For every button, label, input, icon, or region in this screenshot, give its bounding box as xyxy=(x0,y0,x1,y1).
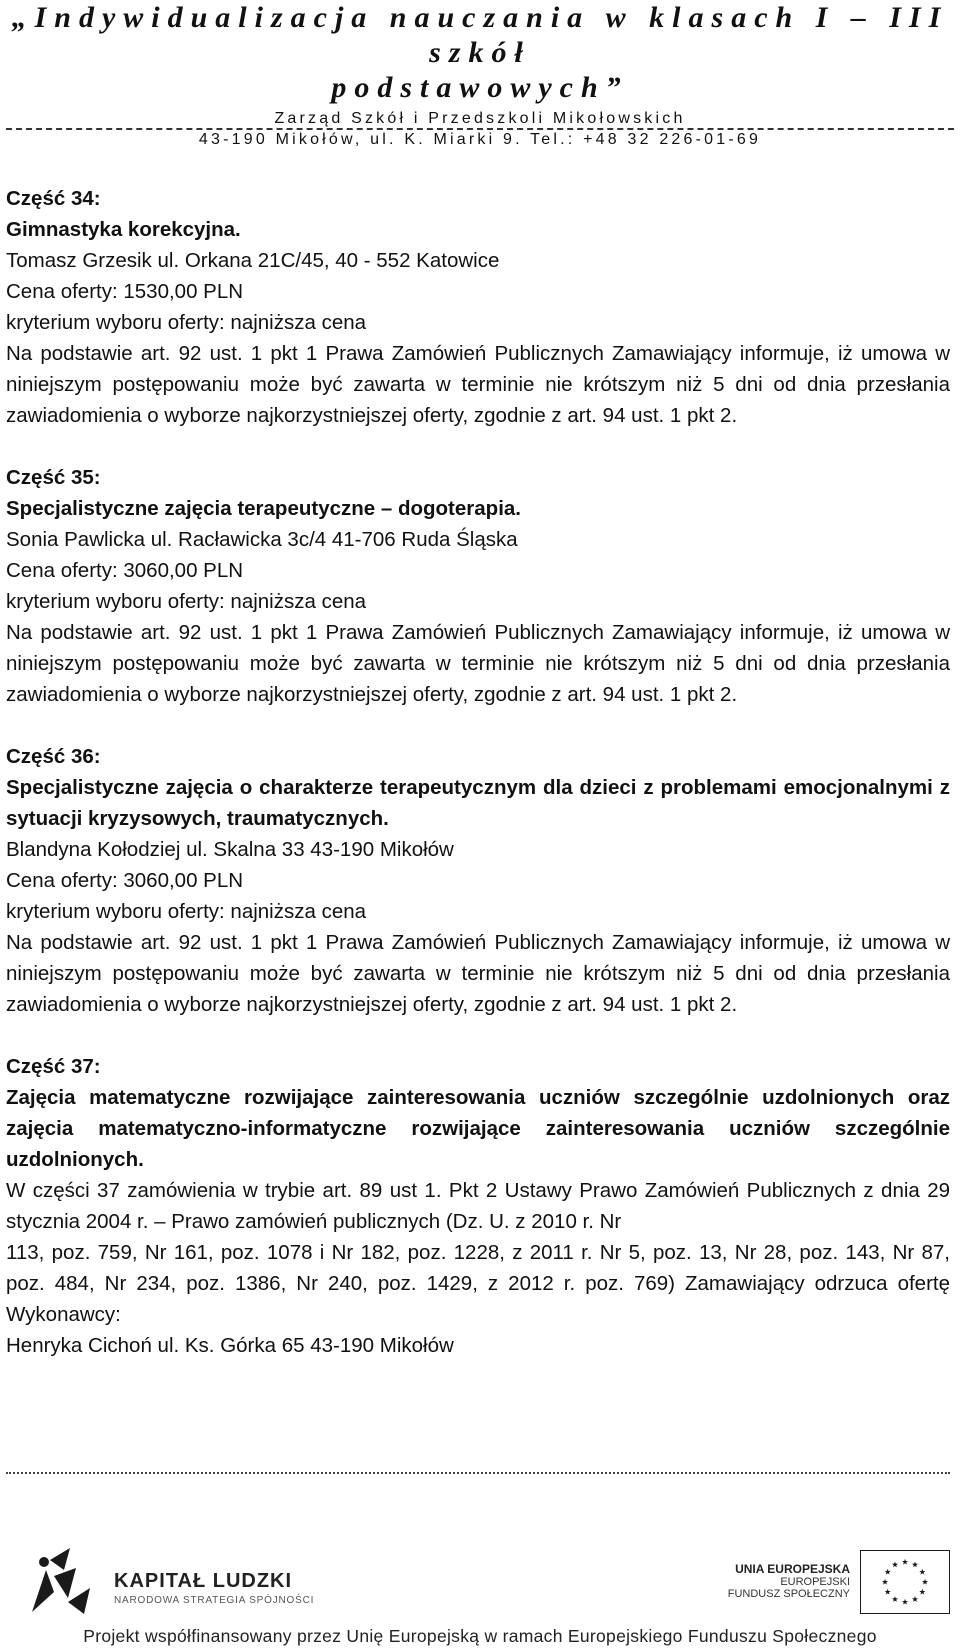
selection-criterion: kryterium wyboru oferty: najniższa cena xyxy=(6,311,367,334)
contractor-address: Blandyna Kołodziej ul. Skalna 33 43-190 Mikołów xyxy=(6,838,454,861)
eu-fund-label-2: FUNDUSZ SPOŁECZNY xyxy=(727,1588,850,1600)
footer-divider xyxy=(6,1472,950,1474)
section-34 xyxy=(6,183,950,431)
eu-social-fund-logo xyxy=(710,1550,950,1620)
section-label: Część 34: xyxy=(6,187,101,210)
section-title: Gimnastyka korekcyjna. xyxy=(6,218,241,241)
section-label: Część 35: xyxy=(6,466,101,489)
legal-note: Na podstawie art. 92 ust. 1 pkt 1 Prawa Zamówień Publicznych Zamawiający informuje, iż umowa w niniejszym postępowaniu może być zawarta w terminie nie krótszym niż 5 dni od dnia przesłania zawiadomienia o wyborze najkorzystniejszej oferty, zgodnie z art. 94 ust. 1 pkt 2. xyxy=(6,621,950,706)
section-37 xyxy=(6,1051,950,1361)
document-body xyxy=(6,183,950,1392)
eu-text-block xyxy=(710,1562,850,1600)
organization-name: Zarząd Szkół i Przedszkoli Mikołowskich xyxy=(274,110,686,127)
selection-criterion: kryterium wyboru oferty: najniższa cena xyxy=(6,590,367,613)
offer-price: Cena oferty: 3060,00 PLN xyxy=(6,559,244,582)
eu-fund-label-1: EUROPEJSKI xyxy=(780,1576,850,1588)
organization-address: 43-190 Mikołów, ul. K. Miarki 9. Tel.: +48 32 226-01-69 xyxy=(198,131,762,148)
selection-criterion: kryterium wyboru oferty: najniższa cena xyxy=(6,900,367,923)
project-title-line-1: „Indywidualizacja nauczania w klasach I – III szkół xyxy=(11,1,949,69)
section-title: Specjalistyczne zajęcia terapeutyczne – dogoterapia. xyxy=(6,497,521,520)
kapital-ludzki-emblem-icon xyxy=(24,1540,104,1620)
footer-logos xyxy=(0,1540,960,1620)
kapital-ludzki-text xyxy=(114,1570,314,1606)
contractor-address: Tomasz Grzesik ul. Orkana 21C/45, 40 - 552 Katowice xyxy=(6,249,500,272)
section-35 xyxy=(6,462,950,710)
offer-price: Cena oferty: 1530,00 PLN xyxy=(6,280,244,303)
rejection-note-line-2: 113, poz. 759, Nr 161, poz. 1078 i Nr 182, poz. 1228, z 2011 r. Nr 5, poz. 13, Nr 28, poz. 143, Nr 87, poz. 484, Nr 234, poz. 1386, Nr 240, poz. 1429, z 2012 r. poz. 769) Zamawiający odrzuca ofertę Wykonawcy: xyxy=(6,1241,950,1326)
funding-note: Projekt współfinansowany przez Unię Europejską w ramach Europejskiego Funduszu Społecznego xyxy=(83,1626,877,1646)
header-divider xyxy=(6,128,954,130)
legal-note: Na podstawie art. 92 ust. 1 pkt 1 Prawa Zamówień Publicznych Zamawiający informuje, iż umowa w niniejszym postępowaniu może być zawarta w terminie nie krótszym niż 5 dni od dnia przesłania zawiadomienia o wyborze najkorzystniejszej oferty, zgodnie z art. 94 ust. 1 pkt 2. xyxy=(6,342,950,427)
section-title: Specjalistyczne zajęcia o charakterze terapeutycznym dla dzieci z problemami emocjonalnymi z sytuacji kryzysowych, traumatycznych. xyxy=(6,776,950,830)
eu-union-label: UNIA EUROPEJSKA xyxy=(735,1562,850,1576)
kapital-ludzki-logo xyxy=(24,1540,324,1620)
section-36 xyxy=(6,741,950,1020)
contractor-address: Sonia Pawlicka ul. Racławicka 3c/4 41-706 Ruda Śląska xyxy=(6,528,518,551)
section-title: Zajęcia matematyczne rozwijające zainteresowania uczniów szczególnie uzdolnionych oraz zajęcia matematyczno-informatyczne rozwijające zainteresowania uczniów szczególnie uzdolnionych. xyxy=(6,1086,950,1171)
section-label: Część 37: xyxy=(6,1055,101,1078)
kapital-ludzki-name: KAPITAŁ LUDZKI xyxy=(114,1570,293,1592)
rejection-note-line-1: W części 37 zamówienia w trybie art. 89 ust 1. Pkt 2 Ustawy Prawo Zamówień Publicznych z dnia 29 stycznia 2004 r. – Prawo zamówień publicznych (Dz. U. z 2010 r. Nr xyxy=(6,1179,950,1233)
project-title-line-2: podstawowych” xyxy=(331,71,629,104)
kapital-ludzki-subtitle: NARODOWA STRATEGIA SPÓJNOŚCI xyxy=(114,1595,315,1606)
eu-flag-icon xyxy=(860,1550,950,1614)
section-label: Część 36: xyxy=(6,745,101,768)
offer-price: Cena oferty: 3060,00 PLN xyxy=(6,869,244,892)
legal-note: Na podstawie art. 92 ust. 1 pkt 1 Prawa Zamówień Publicznych Zamawiający informuje, iż umowa w niniejszym postępowaniu może być zawarta w terminie nie krótszym niż 5 dni od dnia przesłania zawiadomienia o wyborze najkorzystniejszej oferty, zgodnie z art. 94 ust. 1 pkt 2. xyxy=(6,931,950,1016)
contractor-address: Henryka Cichoń ul. Ks. Górka 65 43-190 Mikołów xyxy=(6,1334,454,1357)
